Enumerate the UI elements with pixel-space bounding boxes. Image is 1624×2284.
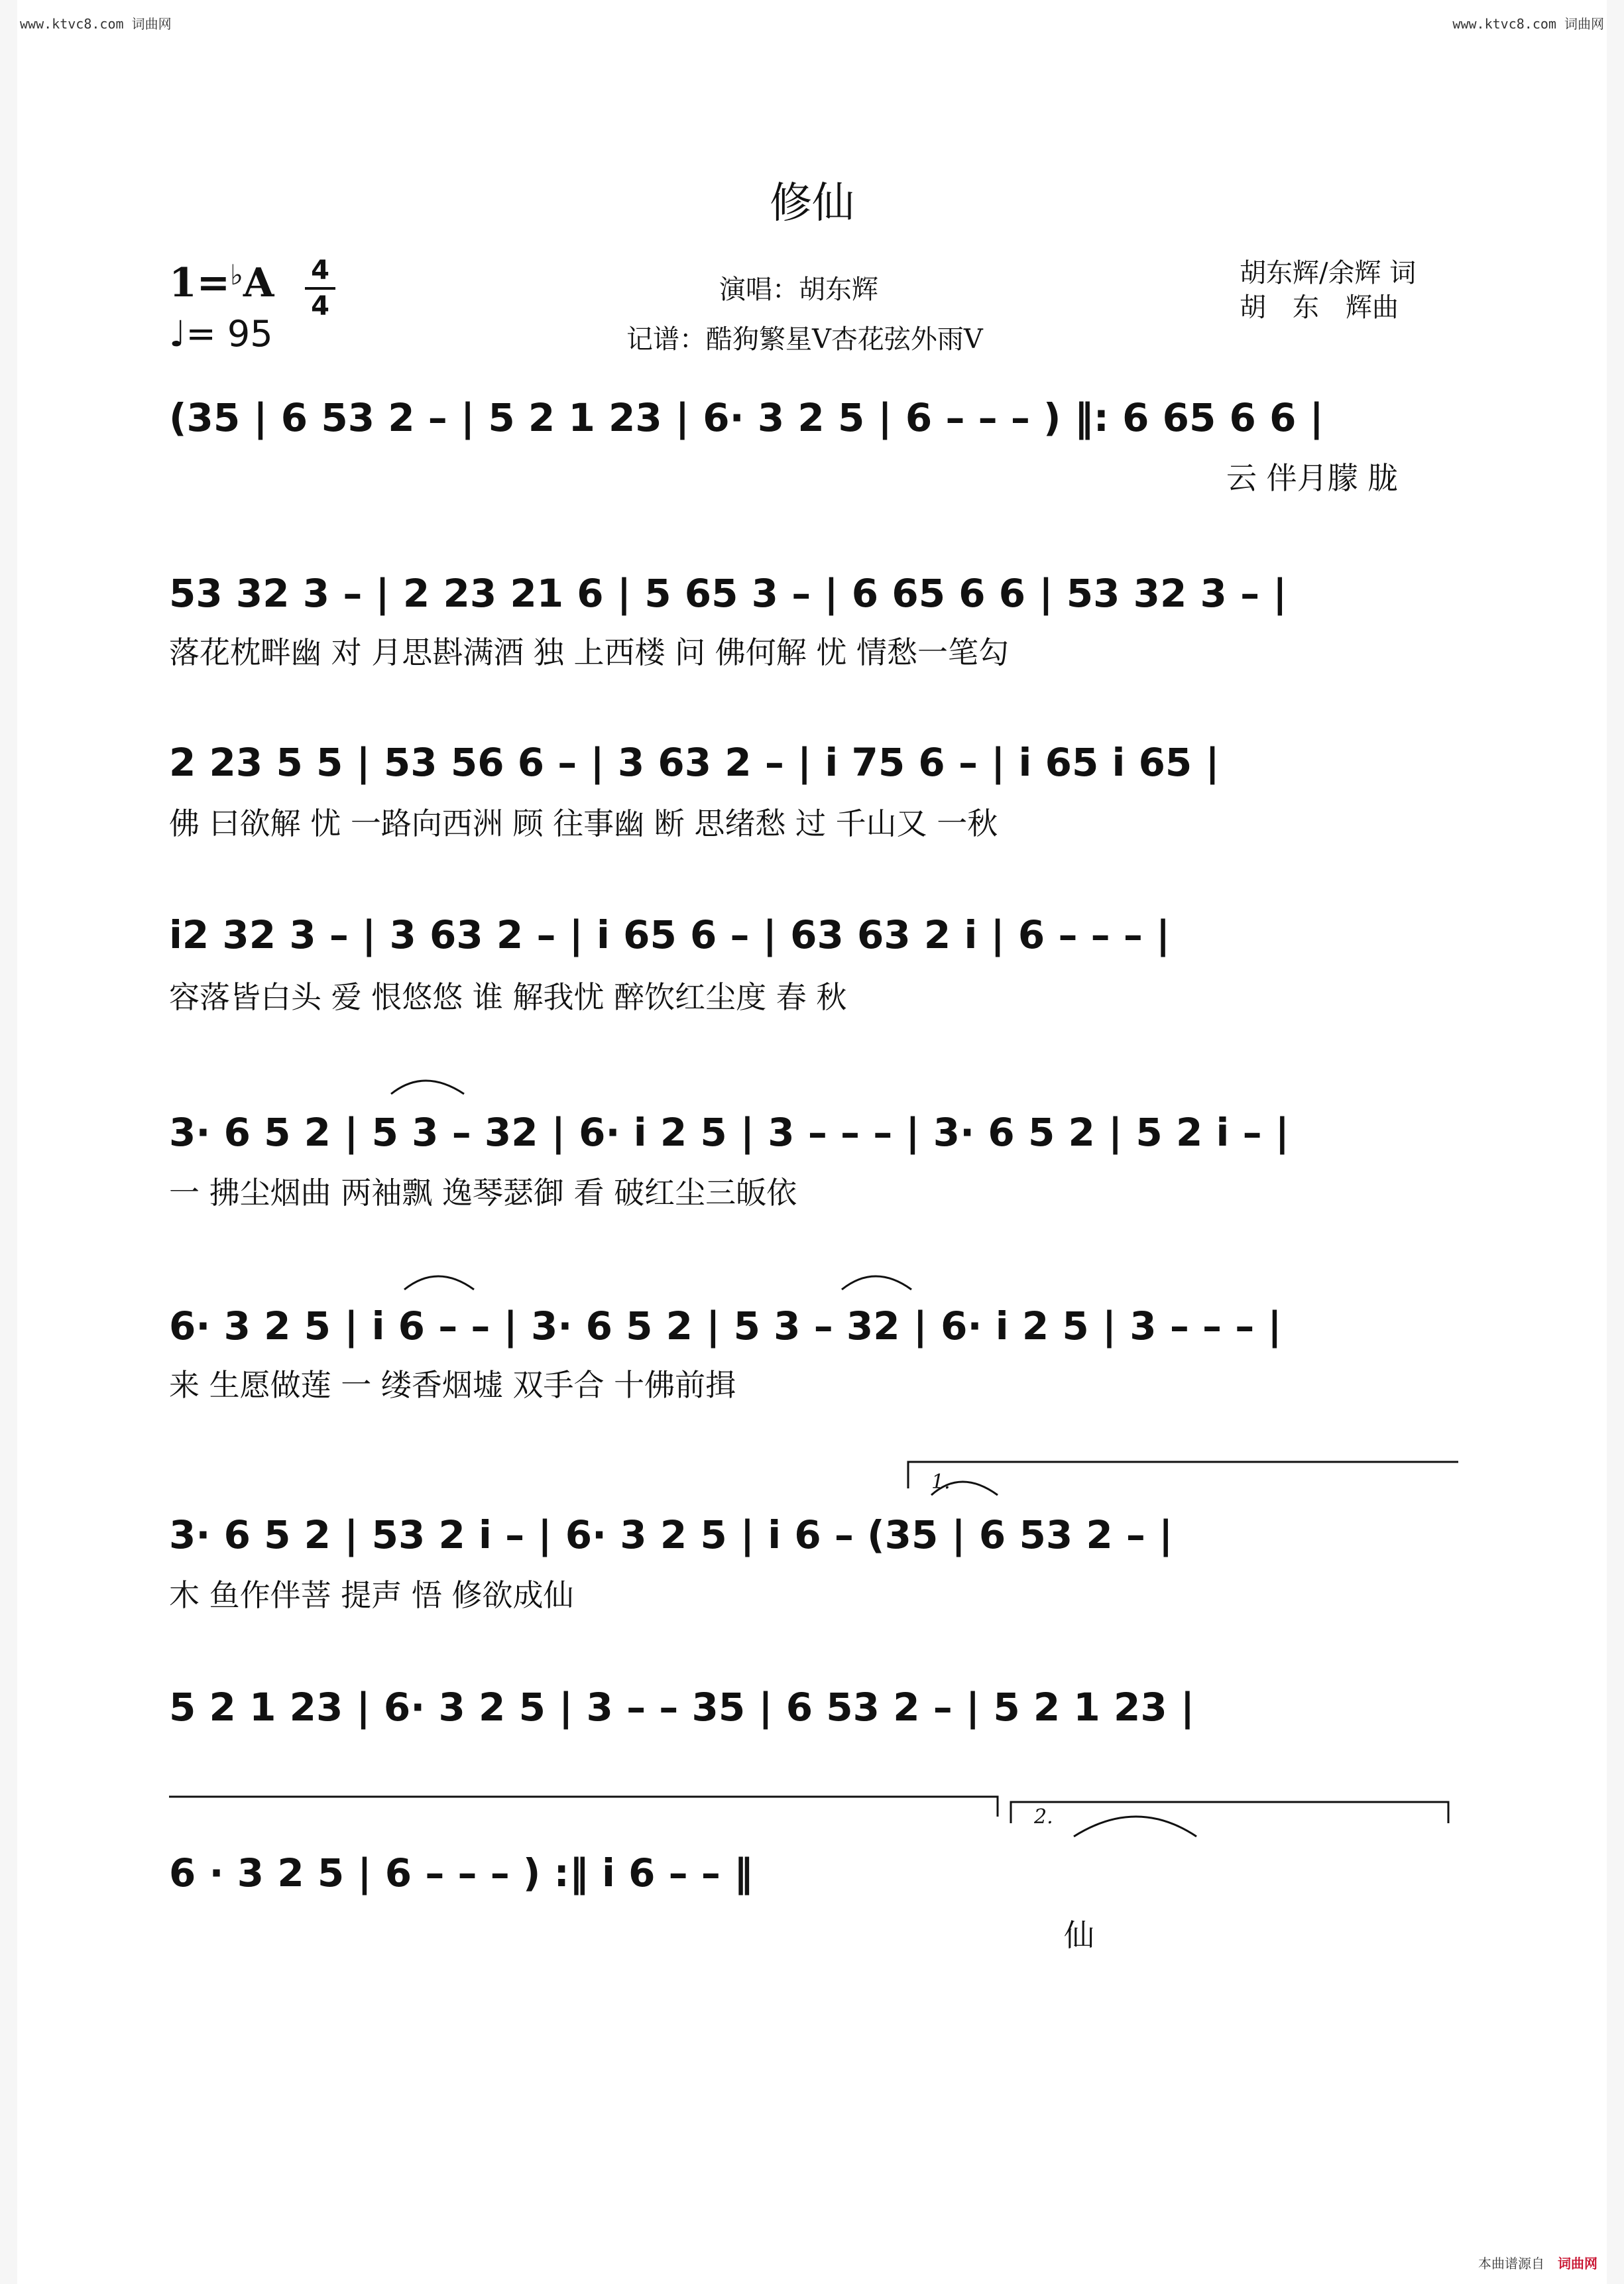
score-line-7-notes: 3· 6 5 2 | 53 2 i – | 6· 3 2 5 | i 6 – (35 | 6 53 2 – | [169, 1512, 1173, 1557]
score-line-4-notes: i2 32 3 – | 3 63 2 – | i 65 6 – | 63 63 2 i | 6 – – – | [169, 912, 1171, 957]
score-line-2-lyrics: 落花枕畔幽 对 月思斟满酒 独 上西楼 问 佛何解 忧 情愁一笔勾 [169, 634, 1009, 670]
score-line-9-lyrics: 仙 [1064, 1917, 1094, 1953]
score-line-3-notes: 2 23 5 5 | 53 56 6 – | 3 63 2 – | i 75 6 – | i 65 i 65 | [169, 740, 1220, 785]
volta-2-bracket [1011, 1802, 1448, 1823]
tie-line-6b [842, 1276, 911, 1290]
score-line-3-lyrics: 佛 曰欲解 忧 一路向西洲 顾 往事幽 断 思绪愁 过 千山又 一秋 [169, 806, 998, 841]
volta-1-bracket [908, 1462, 1458, 1488]
score-line-7-lyrics: 木 鱼作伴菩 提声 悟 修欲成仙 [169, 1577, 574, 1613]
score-line-8-notes: 5 2 1 23 | 6· 3 2 5 | 3 – – 35 | 6 53 2 – | 5 2 1 23 | [169, 1685, 1195, 1730]
score-line-1-lyrics: 云 伴月朦 胧 [1226, 460, 1399, 496]
tie-line-5 [391, 1081, 464, 1094]
site-watermark-left: www.ktvc8.com 词曲网 [20, 16, 172, 32]
volta-1-bracket-continued [169, 1797, 998, 1817]
key-letter: A [243, 260, 274, 306]
key-prefix: 1= [169, 260, 231, 306]
lyricist-credit: 胡东辉/余辉 词 [1240, 258, 1417, 288]
time-signature-top: 4 [311, 255, 329, 286]
composer-credit: 胡 东 辉曲 [1240, 292, 1399, 323]
flat-sign: ♭ [230, 259, 243, 291]
score-line-9-notes: 6 · 3 2 5 | 6 – – – ) :‖ i 6 – – ‖ [169, 1850, 754, 1895]
singer-credit: 演唱：胡东辉 [719, 274, 878, 305]
score-line-4-lyrics: 容落皆白头 爱 恨悠悠 谁 解我忧 醉饮红尘度 春 秋 [169, 979, 847, 1015]
song-title: 修仙 [770, 179, 854, 228]
score-line-1-notes: (35 | 6 53 2 – | 5 2 1 23 | 6· 3 2 5 | 6 – – – ) ‖: 6 65 6 6 | [169, 395, 1324, 440]
score-line-5-lyrics: 一 拂尘烟曲 两袖飘 逸琴瑟御 看 破红尘三皈依 [169, 1175, 797, 1211]
transcriber-credit: 记谱：酷狗繁星V杏花弦外雨V [626, 324, 983, 355]
volta-1-label: 1. [931, 1471, 951, 1494]
score-line-6-notes: 6· 3 2 5 | i 6 – – | 3· 6 5 2 | 5 3 – 32 | 6· i 2 5 | 3 – – – | [169, 1303, 1282, 1349]
footer-text: 本曲谱源自 [1478, 2255, 1544, 2271]
time-signature-bottom: 4 [311, 291, 329, 322]
volta-2-label: 2. [1034, 1805, 1053, 1829]
site-watermark-right: www.ktvc8.com 词曲网 [1452, 16, 1604, 32]
score-line-2-notes: 53 32 3 – | 2 23 21 6 | 5 65 3 – | 6 65 6 6 | 53 32 3 – | [169, 571, 1287, 616]
tempo-marking: ♩= 95 [169, 313, 273, 355]
tie-line-6a [404, 1276, 474, 1290]
score-line-5-notes: 3· 6 5 2 | 5 3 – 32 | 6· i 2 5 | 3 – – – | 3· 6 5 2 | 5 2 i – | [169, 1110, 1289, 1155]
score-line-6-lyrics: 来 生愿做莲 一 缕香烟墟 双手合 十佛前揖 [169, 1367, 736, 1403]
tie-line-9 [1074, 1817, 1196, 1836]
footer-brand: 词曲网 [1558, 2255, 1597, 2271]
footer-source [1478, 2253, 1597, 2272]
